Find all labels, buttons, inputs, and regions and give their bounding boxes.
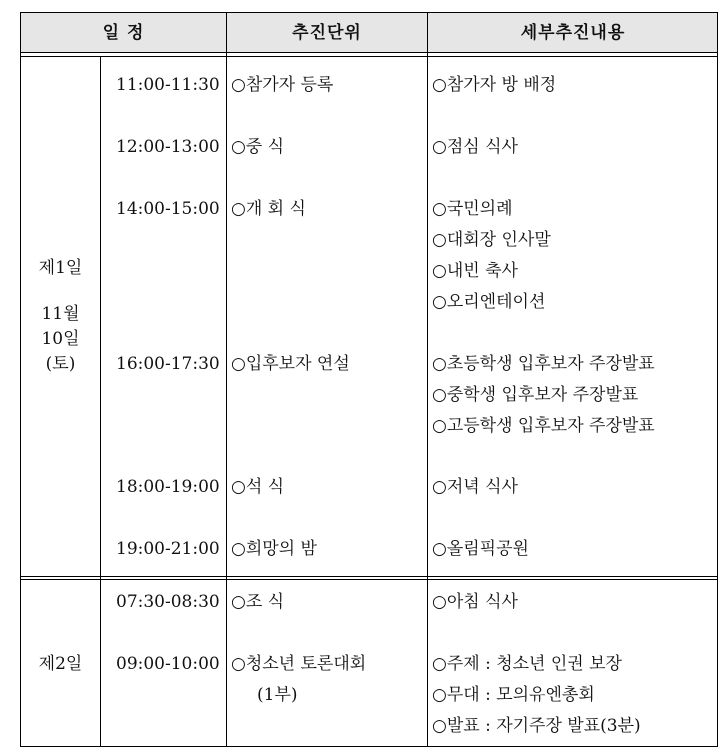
detail-cell: ○주제 : 청소년 인권 보장: [432, 654, 622, 674]
time-cell: 12:00-13:00: [116, 137, 220, 157]
unit-cell: ○석 식: [231, 477, 285, 497]
detail-cell: ○아침 식사: [432, 592, 518, 612]
detail-cell: ○오리엔테이션: [432, 292, 546, 312]
time-cell: 07:30-08:30: [116, 592, 220, 612]
day-divider-double: [21, 579, 717, 580]
day1-weekday: (토): [45, 354, 76, 374]
time-cell: 09:00-10:00: [116, 654, 220, 674]
detail-cell: ○발표 : 자기주장 발표(3분): [432, 716, 641, 736]
column-line-day: [100, 56, 101, 746]
header-divider: [21, 52, 717, 53]
day1-label: [21, 256, 100, 377]
day-divider: [21, 576, 717, 577]
unit-cell: ○중 식: [231, 137, 285, 157]
detail-cell: ○점심 식사: [432, 137, 518, 157]
schedule-table: [20, 12, 718, 747]
unit-cell: ○개 회 식: [231, 199, 306, 219]
time-cell: 19:00-21:00: [116, 539, 220, 559]
detail-cell: ○저녁 식사: [432, 477, 518, 497]
detail-cell: ○무대 : 모의유엔총회: [432, 685, 595, 705]
detail-cell: ○참가자 방 배정: [432, 75, 557, 95]
detail-cell: ○올림픽공원: [432, 539, 529, 559]
detail-cell: ○국민의례: [432, 199, 513, 219]
day1-month: 11월: [41, 304, 80, 324]
detail-cell: ○중학생 입후보자 주장발표: [432, 385, 639, 405]
detail-cell: ○내빈 축사: [432, 261, 518, 281]
column-line-unit: [226, 13, 227, 746]
unit-cell: ○희망의 밤: [231, 539, 317, 559]
detail-cell: ○고등학생 입후보자 주장발표: [432, 416, 655, 436]
day2-title: 제2일: [38, 654, 83, 674]
time-cell: 14:00-15:00: [116, 199, 220, 219]
day1-day: 10일: [41, 329, 80, 349]
unit-cell: ○입후보자 연설: [231, 354, 350, 374]
detail-cell: ○초등학생 입후보자 주장발표: [432, 354, 655, 374]
header-detail: 세부추진내용: [520, 23, 626, 43]
unit-cell: ○청소년 토론대회: [231, 654, 367, 674]
time-cell: 18:00-19:00: [116, 477, 220, 497]
unit-cell: ○참가자 등록: [231, 75, 334, 95]
unit-cell: ○조 식: [231, 592, 285, 612]
day1-title: 제1일: [38, 258, 83, 278]
time-cell: 16:00-17:30: [116, 354, 220, 374]
header-divider-double: [21, 56, 717, 57]
time-cell: 11:00-11:30: [116, 75, 220, 95]
column-line-detail: [427, 13, 428, 746]
header-unit: 추진단위: [292, 23, 362, 43]
header-schedule: 일 정: [102, 23, 145, 43]
unit-cell: (1부): [257, 685, 298, 705]
detail-cell: ○대회장 인사말: [432, 230, 551, 250]
day2-label: [21, 652, 100, 677]
